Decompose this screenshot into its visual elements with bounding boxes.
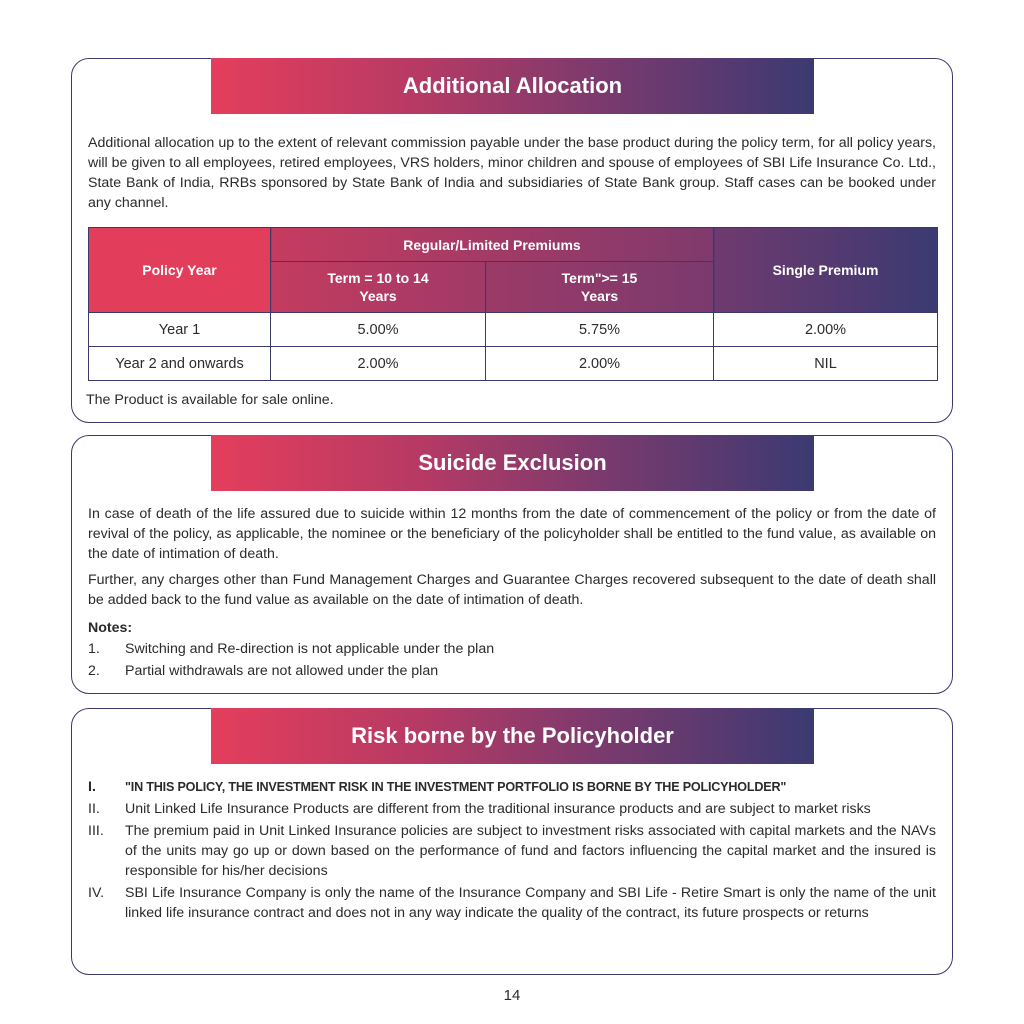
list-item-number: III. [88,823,104,839]
header-term-10-14: Term = 10 to 14 Years [271,262,486,313]
list-item-text: Unit Linked Life Insurance Products are different from the traditional insurance products and are subject to market risks [125,801,871,817]
header-regular-limited: Regular/Limited Premiums [271,228,714,262]
suicide-exclusion-para-1: In case of death of the life assured due to suicide within 12 months from the date of commencement of the policy or from the date of revival of the policy, as applicable, the nominee or the beneficiary of the policyholder shall be entitled to the fund value, as available on the date of intimation of death. [88,506,936,562]
risk-title: Risk borne by the Policyholder [211,708,814,764]
notes-label: Notes: [88,620,133,636]
page-number: 14 [503,987,521,1004]
additional-allocation-section [71,58,953,423]
list-item [88,821,936,881]
list-item [88,639,936,659]
cell-year: Year 1 [89,313,271,347]
header-single-premium: Single Premium [714,228,938,313]
table-row [89,347,938,381]
cell-term2: 5.75% [486,313,714,347]
list-item-number: I. [88,779,96,795]
cell-term1: 5.00% [271,313,486,347]
cell-term1: 2.00% [271,347,486,381]
list-item [88,883,936,923]
list-item-number: IV. [88,885,105,901]
list-item [88,799,936,819]
list-item [88,777,936,797]
list-item-text: "IN THIS POLICY, THE INVESTMENT RISK IN THE INVESTMENT PORTFOLIO IS BORNE BY THE POLICYHOLDER" [125,780,787,794]
cell-term2: 2.00% [486,347,714,381]
header-term-15: Term">= 15 Years [486,262,714,313]
cell-single: 2.00% [714,313,938,347]
suicide-exclusion-para-2: Further, any charges other than Fund Management Charges and Guarantee Charges recovered subsequent to the date of death shall be added back to the fund value as available on the date of intimation of death. [88,572,936,608]
risk-section [71,708,953,975]
list-item-text: Switching and Re-direction is not applicable under the plan [125,641,495,657]
suicide-exclusion-section [71,435,953,694]
additional-allocation-title: Additional Allocation [211,58,814,114]
list-item-number: II. [88,801,100,817]
list-item-number: 2. [88,663,100,679]
additional-allocation-body: Additional allocation up to the extent of relevant commission payable under the base product during the policy term, for all policy years, will be given to all employees, retired employees, VRS holders, minor children and spouse of employees of SBI Life Insurance Co. Ltd., State Bank of India, RRBs sponsored by State Bank of India and subsidiaries of State Bank group. Staff cases can be booked under any channel. [88,135,936,211]
table-row [89,313,938,347]
list-item-number: 1. [88,641,100,657]
online-sale-note: The Product is available for sale online. [86,392,334,408]
list-item-text: SBI Life Insurance Company is only the name of the Insurance Company and SBI Life - Retire Smart is only the name of the unit linked life insurance contract and does not in any way indicate the quality of the contract, its future prospects or returns [125,885,936,921]
notes-list [88,639,936,683]
risk-list [88,777,936,925]
suicide-exclusion-title: Suicide Exclusion [211,435,814,491]
header-policy-year: Policy Year [89,228,271,313]
cell-single: NIL [714,347,938,381]
list-item-text: The premium paid in Unit Linked Insurance policies are subject to investment risks associated with capital markets and the NAVs of the units may go up or down based on the performance of fund and factors influencing the capital market and the insured is responsible for his/her decisions [125,823,936,879]
list-item-text: Partial withdrawals are not allowed under the plan [125,663,439,679]
allocation-table [88,227,938,381]
cell-year: Year 2 and onwards [89,347,271,381]
list-item [88,661,936,681]
